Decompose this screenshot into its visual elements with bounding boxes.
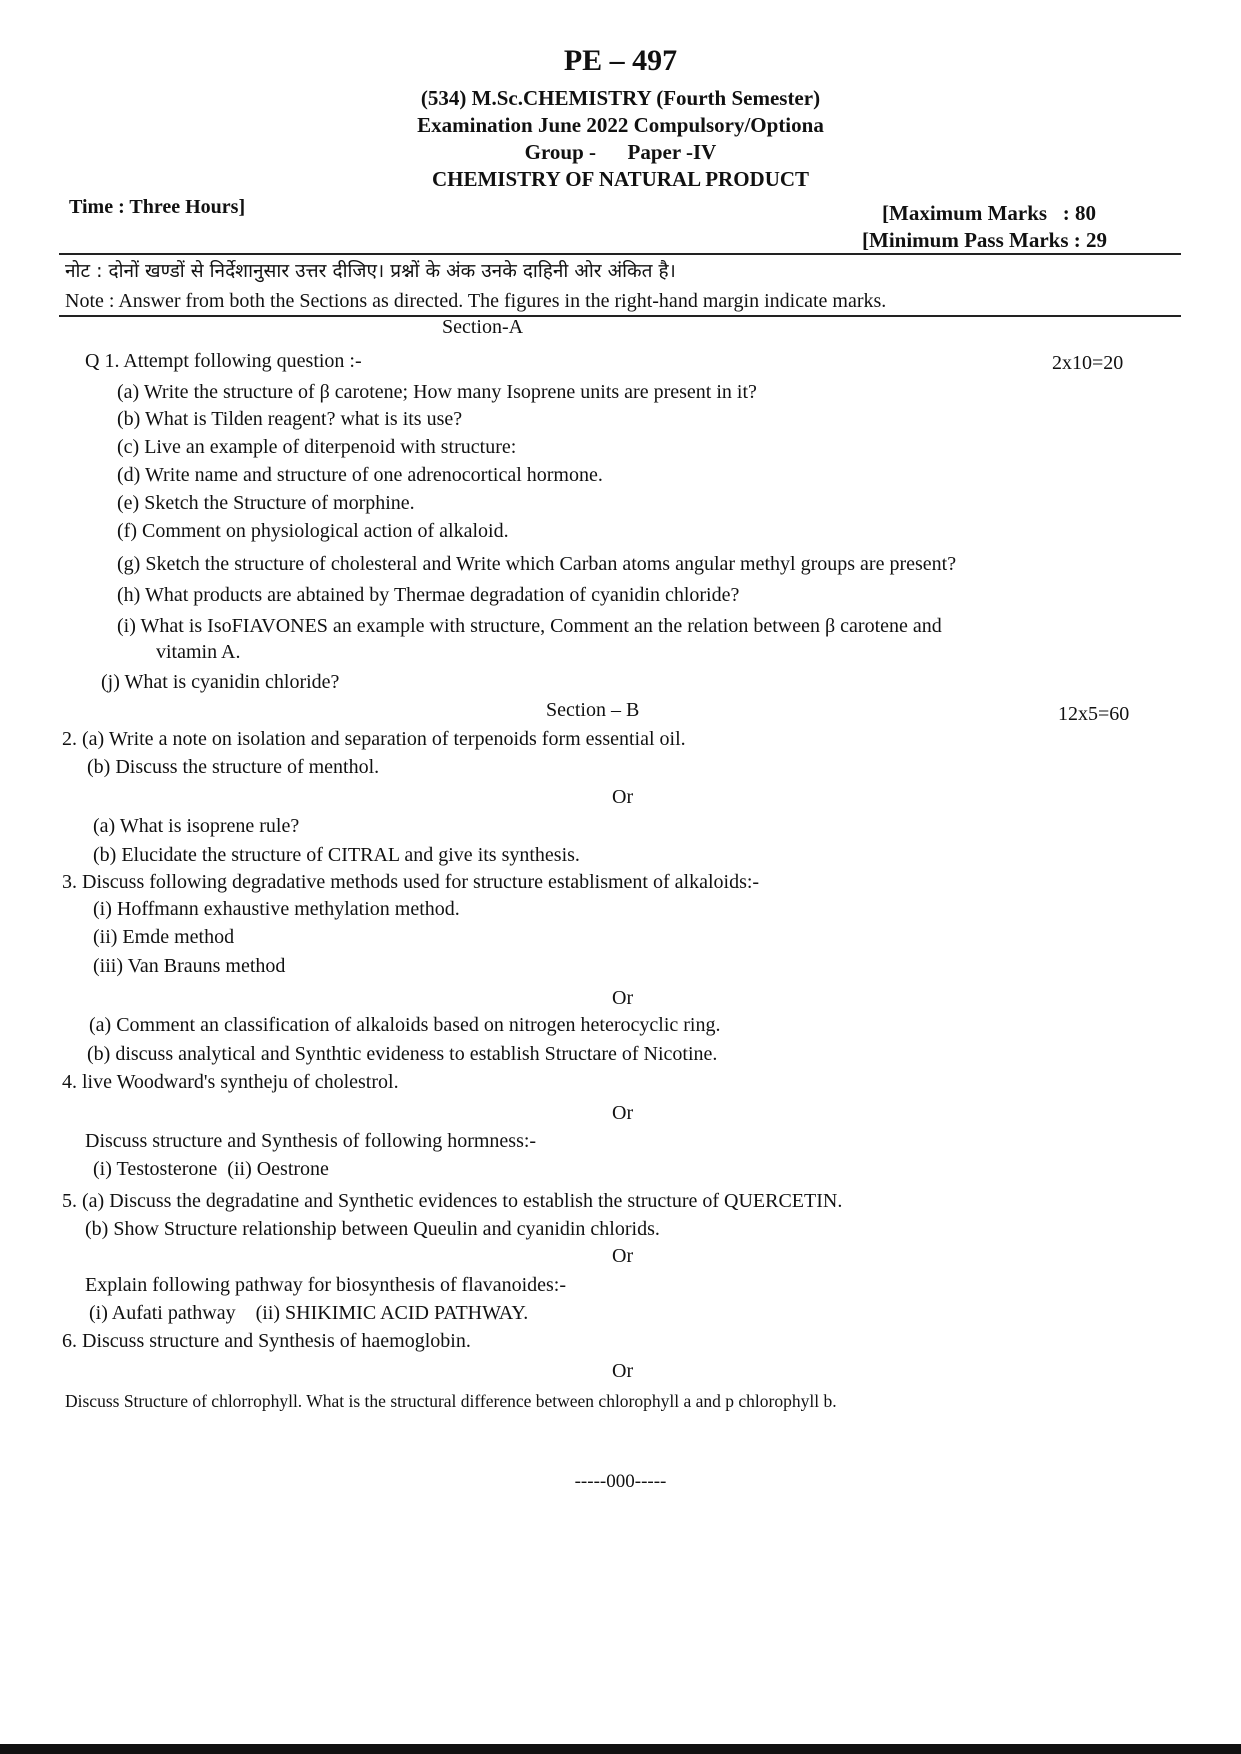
time-label: Time : Three Hours] <box>69 196 246 218</box>
q4: 4. live Woodward's syntheju of cholestrol. <box>62 1071 399 1093</box>
or-q3: Or <box>612 987 634 1009</box>
q3-iii: (iii) Van Brauns method <box>93 955 286 977</box>
or-q2: Or <box>612 786 634 808</box>
note-rule <box>59 315 1181 317</box>
q3-alt-b: (b) discuss analytical and Synthtic evideness to establish Structare of Nicotine. <box>87 1043 718 1065</box>
q1-item-f: (f) Comment on physiological action of alkaloid. <box>117 520 509 542</box>
footer-mark: -----000----- <box>574 1471 667 1492</box>
q1-item-i-cont: vitamin A. <box>156 641 241 663</box>
or-q4: Or <box>612 1102 634 1124</box>
q3-ii: (ii) Emde method <box>93 926 235 948</box>
q1-item-j: (j) What is cyanidin chloride? <box>101 671 340 693</box>
header-rule <box>59 253 1181 255</box>
paper-code: PE – 497 <box>563 44 678 77</box>
q5-alt-items: (i) Aufati pathway (ii) SHIKIMIC ACID PATHWAY. <box>89 1302 529 1324</box>
q1-item-g: (g) Sketch the structure of cholesteral and Write which Carban atoms angular methyl groups are present? <box>117 553 957 575</box>
min-marks: [Minimum Pass Marks : 29 <box>862 228 1107 252</box>
q4-alt-items: (i) Testosterone (ii) Oestrone <box>93 1158 329 1180</box>
english-note: Note : Answer from both the Sections as directed. The figures in the right-hand margin indicate marks. <box>65 290 887 312</box>
group-paper: Group - Paper -IV <box>524 140 717 164</box>
q1-marks: 2x10=20 <box>1052 352 1124 374</box>
or-q5: Or <box>612 1245 634 1267</box>
or-q6: Or <box>612 1360 634 1382</box>
q3-alt-a: (a) Comment an classification of alkaloids based on nitrogen heterocyclic ring. <box>89 1014 721 1036</box>
exam-title: Examination June 2022 Compulsory/Optiona <box>417 113 824 137</box>
max-marks: [Maximum Marks : 80 <box>882 201 1097 225</box>
q1-item-c: (c) Live an example of diterpenoid with structure: <box>117 436 517 458</box>
section-b-marks: 12x5=60 <box>1058 703 1130 725</box>
q4-alt: Discuss structure and Synthesis of following hormness:- <box>85 1130 537 1152</box>
q3-i: (i) Hoffmann exhaustive methylation method. <box>93 898 460 920</box>
q6: 6. Discuss structure and Synthesis of haemoglobin. <box>62 1330 471 1352</box>
q1-item-i: (i) What is IsoFIAVONES an example with structure, Comment an the relation between β carotene and <box>117 615 942 637</box>
q1-heading: Q 1. Attempt following question :- <box>85 350 362 372</box>
q1-item-h: (h) What products are abtained by Thermae degradation of cyanidin chloride? <box>117 584 740 606</box>
q2-b: (b) Discuss the structure of menthol. <box>87 756 380 778</box>
course-title: (534) M.Sc.CHEMISTRY (Fourth Semester) <box>420 86 821 110</box>
q1-item-a: (a) Write the structure of β carotene; How many Isoprene units are present in it? <box>117 381 757 403</box>
subject-title: CHEMISTRY OF NATURAL PRODUCT <box>431 167 810 191</box>
scan-bottom-edge <box>0 1744 1241 1754</box>
section-b-title: Section – B <box>546 699 640 721</box>
q5-b: (b) Show Structure relationship between Queulin and cyanidin chlorids. <box>85 1218 660 1240</box>
q2-a: 2. (a) Write a note on isolation and separation of terpenoids form essential oil. <box>62 728 686 750</box>
q3: 3. Discuss following degradative methods used for structure establisment of alkaloids:- <box>62 871 760 893</box>
hindi-note: नोट : दोनों खण्डों से निर्देशानुसार उत्तर दीजिए। प्रश्नों के अंक उनके दाहिनी ओर अंकित है। <box>65 260 676 282</box>
q5-alt: Explain following pathway for biosynthesis of flavanoides:- <box>85 1274 567 1296</box>
q1-item-e: (e) Sketch the Structure of morphine. <box>117 492 415 514</box>
q6-alt: Discuss Structure of chlorrophyll. What is the structural difference between chlorophyll a and p chlorophyll b. <box>65 1391 837 1411</box>
q5-a: 5. (a) Discuss the degradatine and Synthetic evidences to establish the structure of QUERCETIN. <box>62 1190 843 1212</box>
q2-alt-a: (a) What is isoprene rule? <box>93 815 300 837</box>
section-a-title: Section-A <box>442 316 524 338</box>
q2-alt-b: (b) Elucidate the structure of CITRAL and give its synthesis. <box>93 844 580 866</box>
q1-item-d: (d) Write name and structure of one adrenocortical hormone. <box>117 464 603 486</box>
q1-item-b: (b) What is Tilden reagent? what is its use? <box>117 408 463 430</box>
